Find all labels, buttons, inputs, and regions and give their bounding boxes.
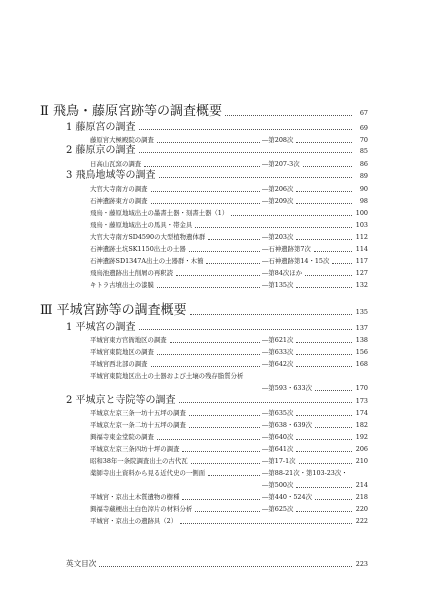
excavation-reference: ―第207-3次 xyxy=(262,160,300,168)
page-number: 173 xyxy=(355,397,368,405)
dot-leader xyxy=(189,251,260,252)
dot-leader xyxy=(315,499,352,500)
entry-title: 興福寺東金堂院の調査 xyxy=(90,433,154,441)
toc-entry-item xyxy=(0,515,425,527)
excavation-reference: ―第84次ほか xyxy=(262,269,303,277)
entry-title: 大官大寺南方SD4590の大型植物遺体群 xyxy=(90,233,206,241)
dot-leader xyxy=(139,329,352,330)
toc-entry-item xyxy=(0,219,425,231)
toc-entry-item xyxy=(0,419,425,431)
entry-title: 平城宮東方官衙地区の調査 xyxy=(90,336,167,344)
dot-leader xyxy=(315,427,352,428)
dot-leader xyxy=(296,203,352,204)
section-heading: 3 飛鳥地域等の調査 xyxy=(66,170,156,181)
toc-entry-sec xyxy=(0,170,425,182)
entry-title: 平城宮東院地区の調査 xyxy=(90,348,154,356)
entry-title: 石神遺跡土坑SK1150出土の土器 xyxy=(90,245,186,253)
page-number: 90 xyxy=(359,185,368,193)
dot-leader xyxy=(176,275,260,276)
page-number: 220 xyxy=(355,505,368,513)
page-number: 114 xyxy=(355,245,368,253)
section-heading: 2 藤原京の調査 xyxy=(66,145,136,156)
dot-leader xyxy=(296,354,352,355)
dot-leader xyxy=(170,342,260,343)
page-number: 127 xyxy=(355,269,368,277)
entry-title: 飛鳥・藤原地域出土の馬具・帯金具 xyxy=(90,221,193,229)
page-number: 135 xyxy=(355,308,368,316)
dot-leader xyxy=(157,439,260,440)
excavation-reference: ―第135次 xyxy=(262,281,294,289)
toc-entry-item xyxy=(0,455,425,467)
section-heading: 1 藤原宮の調査 xyxy=(66,122,136,133)
dot-leader xyxy=(208,475,260,476)
toc-entry-item xyxy=(0,195,425,207)
dot-leader xyxy=(299,463,352,464)
page-number: 137 xyxy=(355,324,368,332)
toc-entry-eng xyxy=(0,558,425,570)
toc-entry-item xyxy=(0,491,425,503)
page-number: 223 xyxy=(355,560,368,568)
excavation-reference: ―第642次 xyxy=(262,360,294,368)
toc-entry-item xyxy=(0,358,425,370)
entry-title: 飛鳥池遺跡出土削屑の再釈読 xyxy=(90,269,174,277)
page-number: 98 xyxy=(359,197,368,205)
toc-entry-sec xyxy=(0,145,425,157)
excavation-reference: ―石神遺跡第7次 xyxy=(262,245,311,253)
page-number: 89 xyxy=(359,172,368,180)
excavation-reference: ―第633次 xyxy=(262,348,294,356)
page-number: 85 xyxy=(359,147,368,155)
dot-leader xyxy=(296,415,352,416)
dot-leader xyxy=(303,166,352,167)
page-number: 67 xyxy=(359,109,368,117)
toc-entry-item xyxy=(0,503,425,515)
excavation-reference: ―第640次 xyxy=(262,433,294,441)
dot-leader xyxy=(315,390,352,391)
toc-entry-item xyxy=(0,231,425,243)
dot-leader xyxy=(151,203,260,204)
page-number: 174 xyxy=(355,409,368,417)
entry-title: 平城宮・京出土の遺跡具（2） xyxy=(90,517,178,525)
page-number: 112 xyxy=(355,233,368,241)
dot-leader xyxy=(182,499,260,500)
page-number: 218 xyxy=(355,493,368,501)
entry-title: 石神遺跡SD1347A出土の土器群・木簡 xyxy=(90,257,204,265)
entry-title: 大官大寺南方の調査 xyxy=(90,185,148,193)
toc-entry-item xyxy=(0,279,425,291)
page-number: 182 xyxy=(355,421,368,429)
toc-entry-item xyxy=(0,243,425,255)
toc-entry-cont xyxy=(0,382,425,394)
toc-entry-item xyxy=(0,431,425,443)
dot-leader xyxy=(189,427,260,428)
entry-title: 平城宮・京出土木質遺物の樹種 xyxy=(90,493,180,501)
page-number: 222 xyxy=(355,517,368,525)
toc-entry-item xyxy=(0,207,425,219)
toc-entry-cont xyxy=(0,479,425,491)
excavation-reference: ―第500次 xyxy=(262,481,294,489)
toc-entry-item xyxy=(0,267,425,279)
part-heading: Ⅲ 平城宮跡等の調査概要 xyxy=(40,303,187,318)
dot-leader xyxy=(151,191,260,192)
dot-leader xyxy=(296,239,352,240)
dot-leader xyxy=(225,115,352,116)
dot-leader xyxy=(157,142,260,143)
page-number: 168 xyxy=(355,360,368,368)
excavation-reference: ―第621次 xyxy=(262,336,294,344)
dot-leader xyxy=(206,263,260,264)
dot-leader xyxy=(195,511,260,512)
dot-leader xyxy=(99,566,352,567)
toc-entry-item xyxy=(0,407,425,419)
dot-leader xyxy=(296,342,352,343)
dot-leader xyxy=(151,366,260,367)
entry-title: 昭和38年一条院調査出土の古代瓦 xyxy=(90,457,188,465)
dot-leader xyxy=(159,177,352,178)
page-number: 156 xyxy=(355,348,368,356)
entry-title: 藤原宮大極殿院の調査 xyxy=(90,136,154,144)
entry-title: 薬師寺出土資料から見る近代史の一側面 xyxy=(90,469,206,477)
toc-entry-item xyxy=(0,443,425,455)
dot-leader xyxy=(139,129,352,130)
page-number: 86 xyxy=(359,160,368,168)
toc-entry-item xyxy=(0,255,425,267)
toc-entry-item xyxy=(0,346,425,358)
page-number: 100 xyxy=(355,209,368,217)
entry-title: 石神遺跡東方の調査 xyxy=(90,197,148,205)
dot-leader xyxy=(231,215,352,216)
entry-title: 平城京左京一条二坊十五坪の調査 xyxy=(90,421,186,429)
dot-leader xyxy=(157,287,260,288)
entry-title: 平城宮東院地区出土の土器および土壌の残存脂質分析 xyxy=(90,372,244,380)
page-number: 70 xyxy=(359,136,368,144)
dot-leader xyxy=(139,152,352,153)
excavation-reference: ―第593・633次 xyxy=(262,384,312,392)
dot-leader xyxy=(180,523,352,524)
dot-leader xyxy=(296,439,352,440)
dot-leader xyxy=(179,402,352,403)
section-heading: 2 平城京と寺院等の調査 xyxy=(66,395,176,406)
dot-leader xyxy=(208,239,260,240)
toc-entry-part xyxy=(0,303,425,318)
page-number: 210 xyxy=(355,457,368,465)
page-number: 206 xyxy=(355,445,368,453)
dot-leader xyxy=(296,191,352,192)
dot-leader xyxy=(296,511,352,512)
excavation-reference: ―第638・639次 xyxy=(262,421,312,429)
dot-leader xyxy=(314,251,352,252)
excavation-reference: ―第17-1次 xyxy=(262,457,296,465)
entry-title: 平城京左京三条一坊十五坪の調査 xyxy=(90,409,186,417)
page-number: 214 xyxy=(355,481,368,489)
excavation-reference: ―第206次 xyxy=(262,185,294,193)
dot-leader xyxy=(182,451,260,452)
dot-leader xyxy=(305,275,352,276)
toc-entry-item xyxy=(0,467,425,479)
page-number: 138 xyxy=(355,336,368,344)
excavation-reference: ―石神遺跡第14・15次 xyxy=(262,257,330,265)
entry-title: 興福寺蔵梗出土白色滓片の材料分析 xyxy=(90,505,193,513)
entry-title: 日高山瓦窯の調査 xyxy=(90,160,142,168)
dot-leader xyxy=(189,415,260,416)
excavation-reference: ―第88-21次・第103-23次・ xyxy=(262,469,348,477)
dot-leader xyxy=(296,287,352,288)
dot-leader xyxy=(296,451,352,452)
dot-leader xyxy=(144,166,260,167)
page-number: 132 xyxy=(355,281,368,289)
dot-leader xyxy=(332,263,352,264)
entry-title: キトラ古墳出土の漆膜 xyxy=(90,281,154,289)
toc-entry-sec xyxy=(0,122,425,134)
page-number: 192 xyxy=(355,433,368,441)
toc-entry-item xyxy=(0,334,425,346)
toc-entry-item xyxy=(0,158,425,170)
toc-entry-item xyxy=(0,183,425,195)
toc-entry-sec xyxy=(0,395,425,407)
toc-entry-part xyxy=(0,104,425,119)
excavation-reference: ―第635次 xyxy=(262,409,294,417)
excavation-reference: ―第209次 xyxy=(262,197,294,205)
entry-title: 平城宮西北部の調査 xyxy=(90,360,148,368)
excavation-reference: ―第208次 xyxy=(262,136,294,144)
excavation-reference: ―第641次 xyxy=(262,445,294,453)
page-number: 103 xyxy=(355,221,368,229)
dot-leader xyxy=(191,463,260,464)
page-number: 117 xyxy=(355,257,368,265)
entry-title: 平城京左京三条四坊十坪の調査 xyxy=(90,445,180,453)
dot-leader xyxy=(296,366,352,367)
excavation-reference: ―第440・524次 xyxy=(262,493,312,501)
section-heading: 1 平城宮の調査 xyxy=(66,322,136,333)
dot-leader xyxy=(157,354,260,355)
page-number: 170 xyxy=(355,384,368,392)
page-number: 69 xyxy=(359,124,368,132)
dot-leader xyxy=(296,142,352,143)
entry-title: 英文目次 xyxy=(66,559,97,568)
entry-title: 飛鳥・藤原地域出土の墨書土器・刻書土器（1） xyxy=(90,209,229,217)
dot-leader xyxy=(296,487,352,488)
toc-entry-sec xyxy=(0,322,425,334)
excavation-reference: ―第203次 xyxy=(262,233,294,241)
dot-leader xyxy=(190,314,352,315)
toc-entry-item xyxy=(0,370,425,382)
dot-leader xyxy=(195,227,352,228)
part-heading: Ⅱ 飛鳥・藤原宮跡等の調査概要 xyxy=(40,104,222,119)
excavation-reference: ―第625次 xyxy=(262,505,294,513)
